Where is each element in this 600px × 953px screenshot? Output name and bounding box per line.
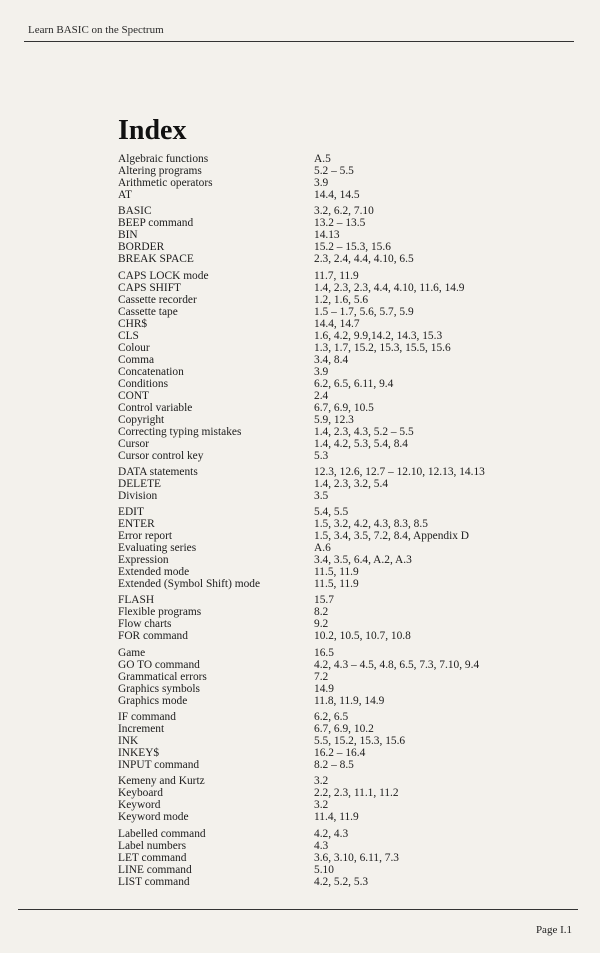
index-group <box>118 828 558 888</box>
index-entry <box>118 618 558 630</box>
index-entry <box>118 566 558 578</box>
index-entry <box>118 554 558 566</box>
index-page-refs: 6.7, 6.9, 10.2 <box>314 723 374 736</box>
index-term: Cassette recorder <box>118 293 197 306</box>
index-term: Concatenation <box>118 365 184 378</box>
index-page-refs: 7.2 <box>314 670 329 683</box>
index-term: BREAK SPACE <box>118 253 194 266</box>
index-term: LET command <box>118 851 187 864</box>
index-term: AT <box>118 189 132 201</box>
index-term: CAPS LOCK mode <box>118 269 209 282</box>
index-page-refs: 2.4 <box>314 389 329 402</box>
index-page-refs: 1.4, 2.3, 3.2, 5.4 <box>314 477 389 490</box>
index-entry <box>118 852 558 864</box>
index-entry <box>118 659 558 671</box>
index-term: CHR$ <box>118 317 148 330</box>
index-term: Algebraic functions <box>118 153 209 165</box>
index-page-refs: 3.4, 8.4 <box>314 353 349 366</box>
index-page-refs: 16.2 – 16.4 <box>314 747 366 760</box>
index-page-refs: 3.5 <box>314 489 329 502</box>
index-term: Cursor control key <box>118 449 204 462</box>
index-entry <box>118 253 558 265</box>
index-entry <box>118 683 558 695</box>
index-page-refs: 6.2, 6.5 <box>314 711 349 724</box>
index-term: Kemeny and Kurtz <box>118 775 205 788</box>
index-term: Flow charts <box>118 618 172 631</box>
index-page-refs: 4.2, 4.3 <box>314 827 349 840</box>
index-page-refs: 8.2 <box>314 606 329 619</box>
index-page-refs: 1.4, 2.3, 2.3, 4.4, 4.10, 11.6, 14.9 <box>314 281 465 294</box>
index-term: Comma <box>118 353 155 366</box>
index-entry <box>118 775 558 787</box>
index-page-refs: 12.3, 12.6, 12.7 – 12.10, 12.13, 14.13 <box>314 465 485 478</box>
index-entry <box>118 478 558 490</box>
index-term: Expression <box>118 554 169 567</box>
index-term: IF command <box>118 711 176 724</box>
index-term: Increment <box>118 723 165 736</box>
index-entry <box>118 799 558 811</box>
book-title: Learn BASIC on the Spectrum <box>28 24 164 36</box>
index-page-refs: 4.2, 4.3 – 4.5, 4.8, 6.5, 7.3, 7.10, 9.4 <box>314 658 480 671</box>
index-entry <box>118 542 558 554</box>
index-term: Flexible programs <box>118 606 202 619</box>
index-page-refs: 3.2, 6.2, 7.10 <box>314 205 374 218</box>
index-group <box>118 711 558 771</box>
index-page-refs: 15.7 <box>314 594 334 607</box>
index-entry <box>118 229 558 241</box>
header-divider <box>24 41 574 42</box>
index-page-refs: 5.4, 5.5 <box>314 506 349 519</box>
index-page-refs: 11.5, 11.9 <box>314 566 359 579</box>
index-term: Keyboard <box>118 787 163 800</box>
index-entry <box>118 450 558 462</box>
index-entry <box>118 177 558 189</box>
index-entry <box>118 864 558 876</box>
index-entry <box>118 438 558 450</box>
index-page-refs: 3.2 <box>314 799 329 812</box>
index-term: Extended (Symbol Shift) mode <box>118 578 261 591</box>
index-page-refs: 3.9 <box>314 365 329 378</box>
index-page-refs: 14.9 <box>314 682 334 695</box>
index-page-refs: 13.2 – 13.5 <box>314 217 366 230</box>
index-term: Game <box>118 646 146 659</box>
index-term: Conditions <box>118 377 169 390</box>
page-number-value: I.1 <box>560 924 572 936</box>
index-term: Colour <box>118 341 150 354</box>
index-term: FOR command <box>118 630 188 643</box>
page-title: Index <box>118 115 187 146</box>
index-page-refs: 6.7, 6.9, 10.5 <box>314 401 374 414</box>
index-entry <box>118 330 558 342</box>
index-term: ENTER <box>118 518 155 531</box>
index-group <box>118 270 558 462</box>
index-page-refs: 5.5, 15.2, 15.3, 15.6 <box>314 735 406 748</box>
index-entry <box>118 695 558 707</box>
index-term: GO TO command <box>118 658 200 671</box>
index-page-refs: 10.2, 10.5, 10.7, 10.8 <box>314 630 411 643</box>
index-term: BASIC <box>118 205 152 218</box>
index-term: Copyright <box>118 413 165 426</box>
footer-divider <box>18 909 578 910</box>
index-entry <box>118 270 558 282</box>
index-entry <box>118 723 558 735</box>
index-term: Cursor <box>118 437 150 450</box>
page-number <box>536 924 572 936</box>
index-term: Cassette tape <box>118 305 178 318</box>
index-term: Keyword mode <box>118 811 189 824</box>
index-entry <box>118 747 558 759</box>
index-term: EDIT <box>118 506 144 519</box>
index-term: CLS <box>118 329 139 342</box>
index-page-refs: 14.4, 14.7 <box>314 317 360 330</box>
index-term: Graphics mode <box>118 694 188 707</box>
index-group <box>118 205 558 265</box>
index-term: Altering programs <box>118 165 202 177</box>
index-page-refs: 1.5, 3.4, 3.5, 7.2, 8.4, Appendix D <box>314 530 470 543</box>
index-entry <box>118 530 558 542</box>
index-entry <box>118 189 558 201</box>
index-page-refs: 5.3 <box>314 449 329 462</box>
index-group <box>118 506 558 590</box>
index-page-refs: 16.5 <box>314 646 334 659</box>
index-term: Evaluating series <box>118 542 197 555</box>
index-page-refs: 1.5 – 1.7, 5.6, 5.7, 5.9 <box>314 305 414 318</box>
index-term: CONT <box>118 389 150 402</box>
index-entry <box>118 671 558 683</box>
page-label: Page <box>535 924 558 936</box>
index-page-refs: 14.13 <box>314 229 340 242</box>
index-term: Graphics symbols <box>118 682 200 695</box>
index-entry <box>118 594 558 606</box>
index-term: INPUT command <box>118 759 200 772</box>
index-page-refs: 1.2, 1.6, 5.6 <box>314 293 369 306</box>
index-term: BIN <box>118 229 138 242</box>
index-entry <box>118 402 558 414</box>
index-entry <box>118 342 558 354</box>
index-page-refs: 1.4, 4.2, 5.3, 5.4, 8.4 <box>314 437 408 450</box>
index-entry <box>118 318 558 330</box>
index-page-refs: 1.3, 1.7, 15.2, 15.3, 15.5, 15.6 <box>314 341 451 354</box>
index-entry <box>118 711 558 723</box>
index-entry <box>118 366 558 378</box>
index-entry <box>118 378 558 390</box>
index-page-refs: 3.9 <box>314 177 329 189</box>
index-term: LIST command <box>118 875 190 888</box>
index-entry <box>118 630 558 642</box>
index-group <box>118 775 558 823</box>
index-term: Error report <box>118 530 173 543</box>
index-entry <box>118 414 558 426</box>
index-page-refs: 9.2 <box>314 618 329 631</box>
index-page-refs: 11.5, 11.9 <box>314 578 359 591</box>
index-term: INK <box>118 735 139 748</box>
index-page-refs: 11.8, 11.9, 14.9 <box>314 694 385 707</box>
index-term: Arithmetic operators <box>118 177 213 189</box>
index-entry <box>118 578 558 590</box>
index-page-refs: 4.3 <box>314 839 329 852</box>
index-entry <box>118 876 558 888</box>
index-entry <box>118 165 558 177</box>
index-entry <box>118 354 558 366</box>
index-group <box>118 153 558 201</box>
index-page-refs: 2.2, 2.3, 11.1, 11.2 <box>314 787 399 800</box>
index-entry <box>118 490 558 502</box>
index-term: Keyword <box>118 799 161 812</box>
index-entry <box>118 759 558 771</box>
index-term: Control variable <box>118 401 193 414</box>
index-entry <box>118 205 558 217</box>
index-term: CAPS SHIFT <box>118 281 181 294</box>
index-group <box>118 594 558 642</box>
index-term: INKEY$ <box>118 747 160 760</box>
index-entry <box>118 390 558 402</box>
index-page-refs: 3.6, 3.10, 6.11, 7.3 <box>314 851 400 864</box>
index-term: DELETE <box>118 477 162 490</box>
index-page-refs: 5.2 – 5.5 <box>314 165 354 177</box>
index-entry <box>118 153 558 165</box>
index-page-refs: 6.2, 6.5, 6.11, 9.4 <box>314 377 394 390</box>
index-entry <box>118 294 558 306</box>
index-term: Extended mode <box>118 566 190 579</box>
index-term: FLASH <box>118 594 155 607</box>
index-entry <box>118 828 558 840</box>
index-page-refs: 8.2 – 8.5 <box>314 759 354 772</box>
index-entry <box>118 217 558 229</box>
index-term: LINE command <box>118 863 192 876</box>
index-entry <box>118 811 558 823</box>
index-page-refs: 14.4, 14.5 <box>314 189 360 201</box>
index-entry <box>118 506 558 518</box>
index-page-refs: 4.2, 5.2, 5.3 <box>314 875 369 888</box>
index-page-refs: 15.2 – 15.3, 15.6 <box>314 241 391 254</box>
index-term: DATA statements <box>118 465 198 478</box>
index-entry <box>118 735 558 747</box>
index-entry <box>118 518 558 530</box>
index-term: BORDER <box>118 241 165 254</box>
index-page-refs: 3.4, 3.5, 6.4, A.2, A.3 <box>314 554 412 567</box>
index-group <box>118 466 558 502</box>
index-group <box>118 647 558 707</box>
index-page-refs: 1.6, 4.2, 9.9,14.2, 14.3, 15.3 <box>314 329 443 342</box>
index-page-refs: 5.9, 12.3 <box>314 413 354 426</box>
index-term: Labelled command <box>118 827 206 840</box>
index-entry <box>118 466 558 478</box>
index-entry <box>118 282 558 294</box>
index-page-refs: 5.10 <box>314 863 334 876</box>
index-entry <box>118 306 558 318</box>
index-entry <box>118 241 558 253</box>
index-page-refs: 3.2 <box>314 775 329 788</box>
index-list <box>118 153 558 892</box>
index-entry <box>118 840 558 852</box>
index-term: Correcting typing mistakes <box>118 425 242 438</box>
index-entry <box>118 647 558 659</box>
index-page-refs: 1.4, 2.3, 4.3, 5.2 – 5.5 <box>314 425 414 438</box>
index-page-refs: 11.7, 11.9 <box>314 269 359 282</box>
index-term: Grammatical errors <box>118 670 207 683</box>
index-page-refs: 1.5, 3.2, 4.2, 4.3, 8.3, 8.5 <box>314 518 428 531</box>
index-entry <box>118 787 558 799</box>
index-page-refs: A.6 <box>314 542 331 555</box>
index-page-refs: 2.3, 2.4, 4.4, 4.10, 6.5 <box>314 253 414 266</box>
index-term: BEEP command <box>118 217 194 230</box>
index-page-refs: 11.4, 11.9 <box>314 811 359 824</box>
index-entry <box>118 606 558 618</box>
index-page-refs: A.5 <box>314 153 331 165</box>
index-term: Label numbers <box>118 839 187 852</box>
index-entry <box>118 426 558 438</box>
index-term: Division <box>118 489 158 502</box>
